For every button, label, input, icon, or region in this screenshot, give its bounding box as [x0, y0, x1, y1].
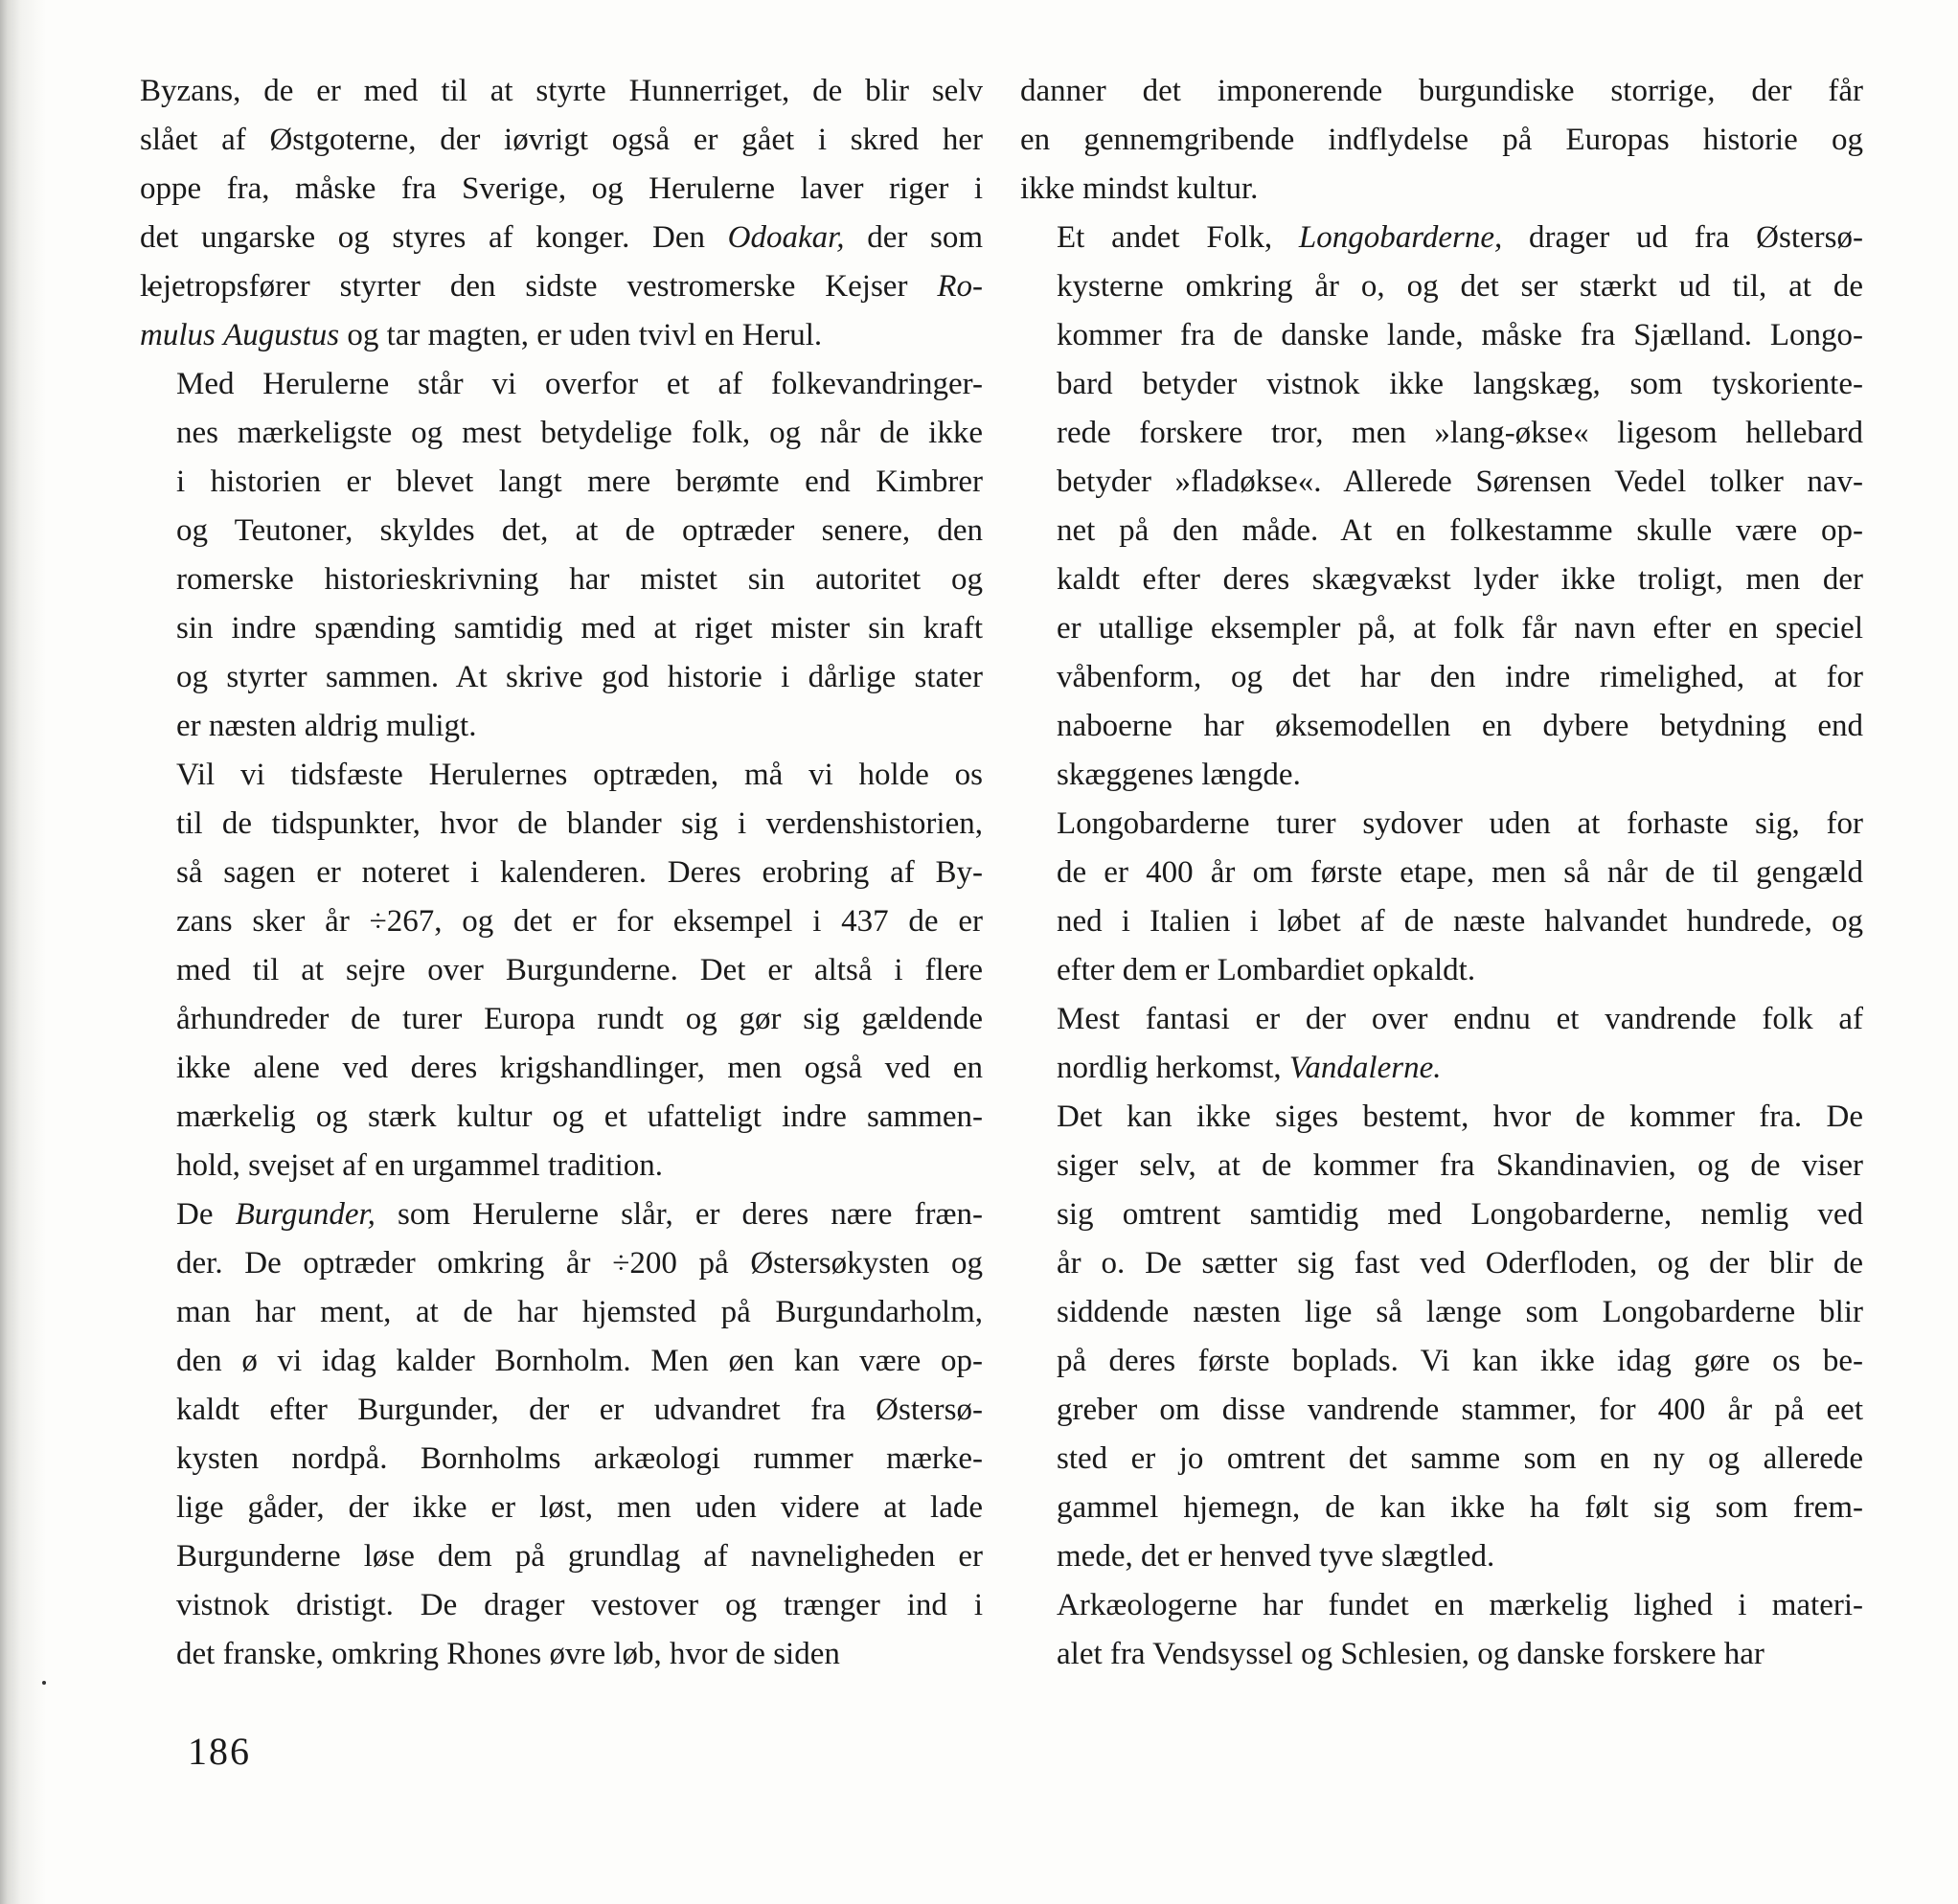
- text-line: i historien er blevet langt mere berømte end Kimbrer: [176, 465, 983, 499]
- text-line: Det kan ikke siges bestemt, hvor de kommer fra. De: [1057, 1099, 1863, 1134]
- text-line: skæggenes længde.: [1057, 758, 1301, 792]
- text-line: sig omtrent samtidig med Longobarderne, nemlig ved: [1057, 1197, 1863, 1232]
- paragraph: [140, 751, 983, 1190]
- print-speck: [42, 1681, 46, 1685]
- text-line: Med Herulerne står vi overfor et af folkevandringer-: [176, 367, 983, 401]
- text-line: man har ment, at de har hjemsted på Burgundarholm,: [176, 1295, 983, 1329]
- text-line: danner det imponerende burgundiske storrige, der får: [1020, 74, 1863, 108]
- text-line: lejetropsfører styrter den sidste vestromerske Kejser Ro-: [140, 269, 983, 304]
- text-line: sted er jo omtrent det samme som en ny og allerede: [1057, 1441, 1863, 1476]
- text-line: Burgunderne løse dem på grundlag af navneligheden er: [176, 1539, 983, 1574]
- text-line: til de tidspunkter, hvor de blander sig i verdenshistorien,: [176, 806, 983, 841]
- text-line: De Burgunder, som Herulerne slår, er deres nære fræn-: [176, 1197, 983, 1232]
- paragraph: [140, 1190, 983, 1679]
- text-line: zans sker år ÷267, og det er for eksempel i 437 de er: [176, 904, 983, 939]
- text-line: alet fra Vendsyssel og Schlesien, og danske forskere har: [1057, 1637, 1764, 1671]
- text-line: naboerne har øksemodellen en dybere betydning end: [1057, 709, 1863, 743]
- text-line: på deres første boplads. Vi kan ikke idag gøre os be-: [1057, 1344, 1863, 1378]
- text-line: Vil vi tidsfæste Herulernes optræden, må vi holde os: [176, 758, 983, 792]
- text-line: Byzans, de er med til at styrte Hunnerriget, de blir selv: [140, 74, 983, 108]
- text-line: nordlig herkomst, Vandalerne.: [1057, 1051, 1442, 1085]
- text-line: kysterne omkring år o, og det ser stærkt ud til, at de: [1057, 269, 1863, 304]
- text-line: der. De optræder omkring år ÷200 på Østersøkysten og: [176, 1246, 983, 1281]
- text-line: mærkelig og stærk kultur og et ufatteligt indre sammen-: [176, 1099, 983, 1134]
- text-line: og Teutoner, skyldes det, at de optræder senere, den: [176, 513, 983, 548]
- text-line: ned i Italien i løbet af de næste halvandet hundrede, og: [1057, 904, 1863, 939]
- left-column: [140, 67, 983, 1679]
- text-line: ikke mindst kultur.: [1020, 171, 1259, 206]
- text-line: de er 400 år om første etape, men så når de til gengæld: [1057, 855, 1863, 890]
- text-line: efter dem er Lombardiet opkaldt.: [1057, 953, 1476, 987]
- text-line: kaldt efter Burgunder, der er udvandret fra Østersø-: [176, 1393, 983, 1427]
- text-line: ikke alene ved deres krigshandlinger, men også ved en: [176, 1051, 983, 1085]
- text-line: det franske, omkring Rhones øvre løb, hvor de siden: [176, 1637, 840, 1671]
- text-line: det ungarske og styres af konger. Den Odoakar, der som: [140, 220, 983, 255]
- text-line: romerske historieskrivning har mistet sin autoritet og: [176, 562, 983, 597]
- text-line: og styrter sammen. At skrive god historie i dårlige stater: [176, 660, 983, 694]
- text-line: nes mærkeligste og mest betydelige folk, og når de ikke: [176, 416, 983, 450]
- gutter-shadow: [0, 0, 46, 1904]
- right-column: [1020, 67, 1863, 1679]
- text-line: Arkæologerne har fundet en mærkelig lighed i materi-: [1057, 1588, 1863, 1622]
- text-line: siger selv, at de kommer fra Skandinavien, og de viser: [1057, 1148, 1863, 1183]
- text-line: er næsten aldrig muligt.: [176, 709, 477, 743]
- text-line: rede forskere tror, men »lang-økse« ligesom hellebard: [1057, 416, 1863, 450]
- page-number: 186: [188, 1730, 251, 1773]
- text-line: siddende næsten lige så længe som Longobarderne blir: [1057, 1295, 1863, 1329]
- text-line: århundreder de turer Europa rundt og gør sig gældende: [176, 1002, 983, 1036]
- paragraph: [140, 360, 983, 751]
- text-line: den ø vi idag kalder Bornholm. Men øen kan være op-: [176, 1344, 983, 1378]
- text-line: med til at sejre over Burgunderne. Det er altså i flere: [176, 953, 983, 987]
- text-line: mulus Augustus og tar magten, er uden tvivl en Herul.: [140, 318, 823, 352]
- text-line: hold, svejset af en urgammel tradition.: [176, 1148, 664, 1183]
- text-line: lige gåder, der ikke er løst, men uden videre at lade: [176, 1490, 983, 1525]
- text-line: sin indre spænding samtidig med at riget mister sin kraft: [176, 611, 983, 646]
- text-line: net på den måde. At en folkestamme skulle være op-: [1057, 513, 1863, 548]
- text-line: en gennemgribende indflydelse på Europas historie og: [1020, 123, 1863, 157]
- text-line: gammel hjemegn, de kan ikke ha følt sig som frem-: [1057, 1490, 1863, 1525]
- text-line: kommer fra de danske lande, måske fra Sjælland. Longo-: [1057, 318, 1863, 352]
- text-line: kaldt efter deres skægvækst lyder ikke troligt, men der: [1057, 562, 1863, 597]
- paragraph: [1020, 995, 1863, 1093]
- text-line: Longobarderne turer sydover uden at forhaste sig, for: [1057, 806, 1863, 841]
- text-line: så sagen er noteret i kalenderen. Deres erobring af By-: [176, 855, 983, 890]
- text-line: Mest fantasi er der over endnu et vandrende folk af: [1057, 1002, 1863, 1036]
- text-line: kysten nordpå. Bornholms arkæologi rummer mærke-: [176, 1441, 983, 1476]
- text-line: år o. De sætter sig fast ved Oderfloden, og der blir de: [1057, 1246, 1863, 1281]
- text-line: mede, det er henved tyve slægtled.: [1057, 1539, 1495, 1574]
- text-line: våbenform, og det har den indre rimelighed, at for: [1057, 660, 1863, 694]
- paragraph: [140, 67, 983, 360]
- text-line: Et andet Folk, Longobarderne, drager ud fra Østersø-: [1057, 220, 1863, 255]
- text-line: betyder »fladøkse«. Allerede Sørensen Vedel tolker nav-: [1057, 465, 1863, 499]
- text-line: slået af Østgoterne, der iøvrigt også er gået i skred her: [140, 123, 983, 157]
- text-line: er utallige eksempler på, at folk får navn efter en speciel: [1057, 611, 1863, 646]
- text-line: bard betyder vistnok ikke langskæg, som tyskoriente-: [1057, 367, 1863, 401]
- text-line: vistnok dristigt. De drager vestover og trænger ind i: [176, 1588, 983, 1622]
- text-line: oppe fra, måske fra Sverige, og Herulerne laver riger i: [140, 171, 983, 206]
- paragraph: [1020, 67, 1863, 214]
- text-line: greber om disse vandrende stammer, for 400 år på eet: [1057, 1393, 1863, 1427]
- paragraph: [1020, 1093, 1863, 1581]
- paragraph: [1020, 800, 1863, 995]
- paragraph: [1020, 214, 1863, 800]
- paragraph: [1020, 1581, 1863, 1679]
